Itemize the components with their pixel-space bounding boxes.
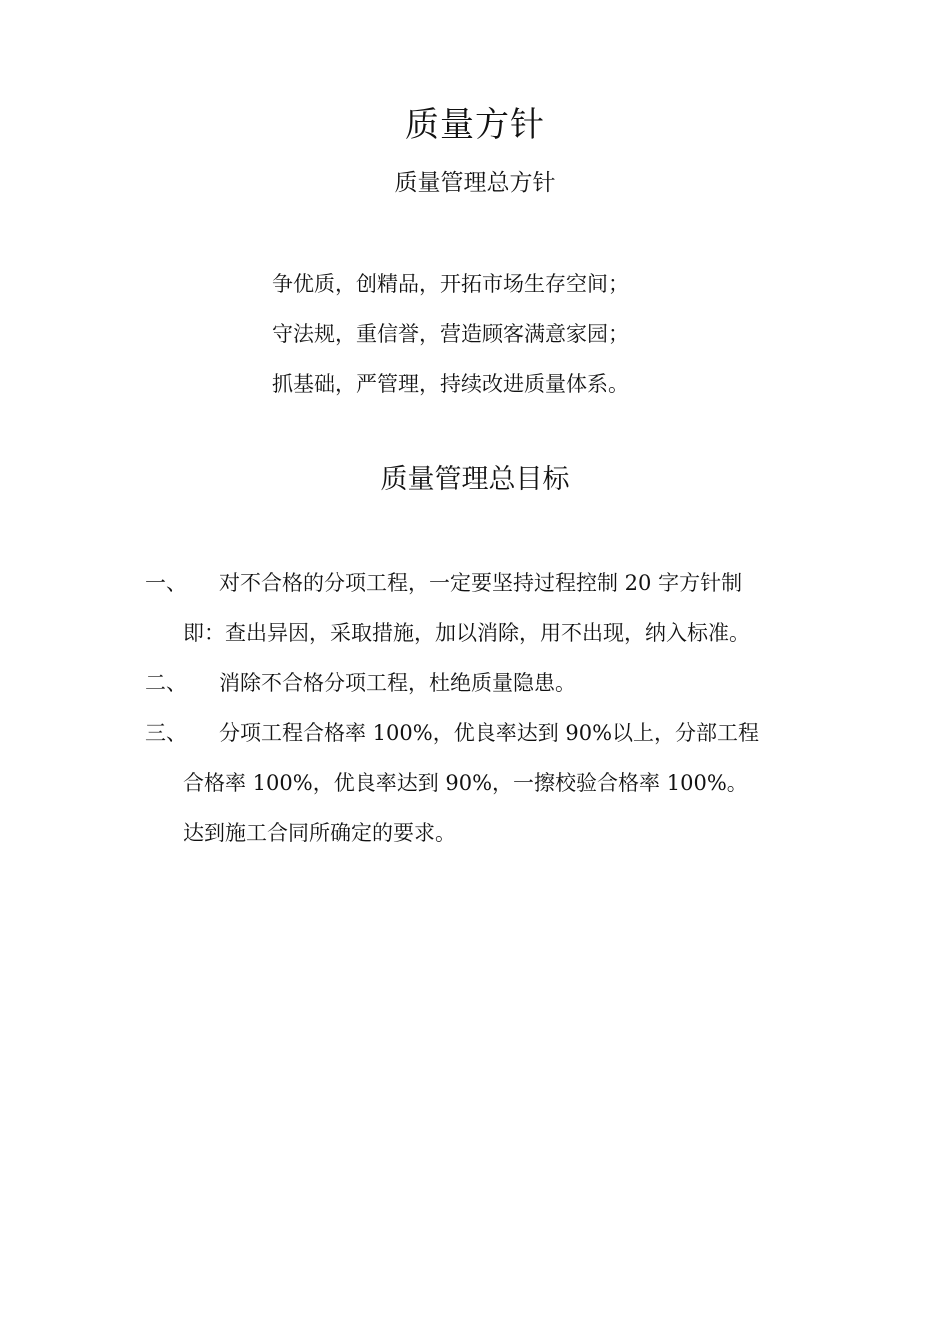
goal-continuation: [145, 763, 825, 813]
goal-number: 二、: [145, 671, 187, 695]
goal-text: 即：查出异因，采取措施，加以消除，用不出现，纳入标准。: [183, 621, 750, 645]
goal-continuation: [145, 813, 825, 863]
policy-statement: [272, 265, 702, 415]
policy-line: 争优质，创精品，开拓市场生存空间；: [272, 272, 629, 296]
goal-continuation: [145, 613, 825, 663]
goal-number: 三、: [145, 721, 187, 745]
goal-text: 分项工程合格率 100%，优良率达到 90%以上，分部工程: [219, 721, 760, 745]
goals-heading: 质量管理总目标: [380, 464, 570, 495]
goal-item: [145, 563, 825, 613]
policy-line: 守法规，重信誉，营造顾客满意家园；: [272, 322, 629, 346]
document-title: 质量方针: [405, 105, 545, 145]
goal-number: 一、: [145, 571, 187, 595]
goal-text: 对不合格的分项工程，一定要坚持过程控制 20 字方针制: [219, 571, 743, 595]
goal-item: [145, 663, 825, 713]
policy-subtitle: 质量管理总方针: [394, 170, 556, 196]
goals-list: [145, 563, 825, 863]
policy-line: 抓基础，严管理，持续改进质量体系。: [272, 372, 629, 396]
goal-item: [145, 713, 825, 763]
goal-text: 达到施工合同所确定的要求。: [183, 821, 456, 845]
goal-text: 消除不合格分项工程，杜绝质量隐患。: [219, 671, 576, 695]
goal-text: 合格率 100%，优良率达到 90%，一擦校验合格率 100%。: [183, 771, 748, 795]
